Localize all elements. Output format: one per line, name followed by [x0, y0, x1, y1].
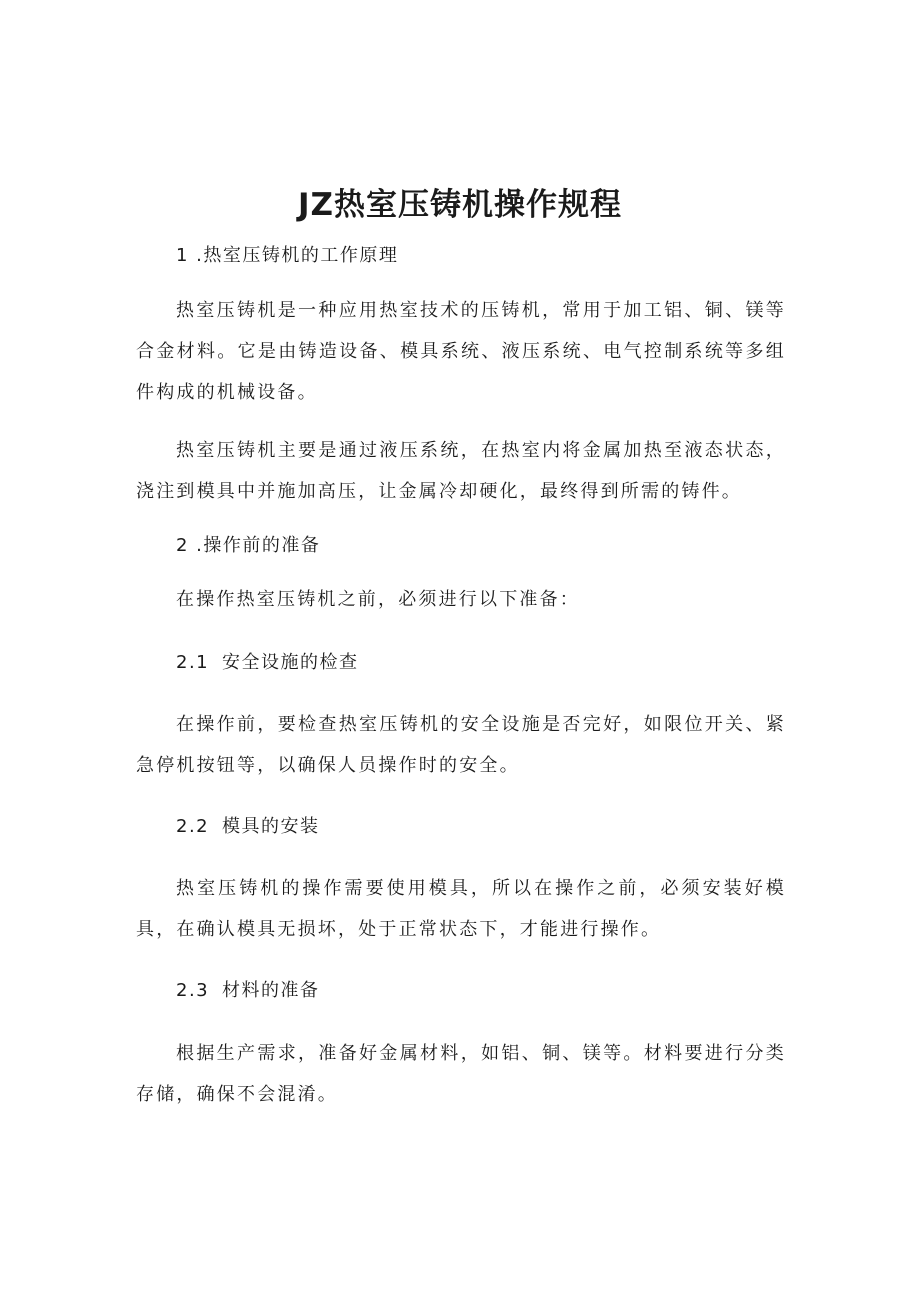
- section-1-heading: 1 .热室压铸机的工作原理: [176, 245, 399, 266]
- section-2-1-number: 2.1: [176, 652, 210, 673]
- section-2-2-number: 2.2: [176, 816, 210, 837]
- section-1-paragraph-1: 热室压铸机是一种应用热室技术的压铸机，常用于加工铝、铜、镁等合金材料。它是由铸造设备、模具系统、液压系统、电气控制系统等多组件构成的机械设备。: [136, 300, 786, 403]
- section-1-paragraph-2: 热室压铸机主要是通过液压系统，在热室内将金属加热至液态状态，浇注到模具中并施加高压，让金属冷却硬化，最终得到所需的铸件。: [136, 440, 786, 502]
- section-2-3-paragraph: 根据生产需求，准备好金属材料，如铝、铜、镁等。材料要进行分类存储，确保不会混淆。: [136, 1043, 786, 1105]
- section-2-2-heading: [176, 813, 320, 841]
- section-2-intro: 在操作热室压铸机之前，必须进行以下准备：: [176, 589, 580, 610]
- section-2-3-heading: [176, 977, 320, 1005]
- document-title: JZ热室压铸机操作规程: [297, 187, 622, 223]
- section-2-1-paragraph: 在操作前，要检查热室压铸机的安全设施是否完好，如限位开关、紧急停机按钮等，以确保人员操作时的安全。: [136, 714, 786, 776]
- section-2-3-number: 2.3: [176, 980, 210, 1001]
- section-2-2-title: 模具的安装: [222, 816, 320, 837]
- section-2-2-paragraph: 热室压铸机的操作需要使用模具，所以在操作之前，必须安装好模具，在确认模具无损坏，处于正常状态下，才能进行操作。: [136, 878, 786, 940]
- section-2-1-heading: [176, 649, 359, 677]
- section-2-1-title: 安全设施的检查: [222, 652, 359, 673]
- section-2-heading: 2 .操作前的准备: [176, 535, 321, 556]
- section-2-3-title: 材料的准备: [222, 980, 320, 1001]
